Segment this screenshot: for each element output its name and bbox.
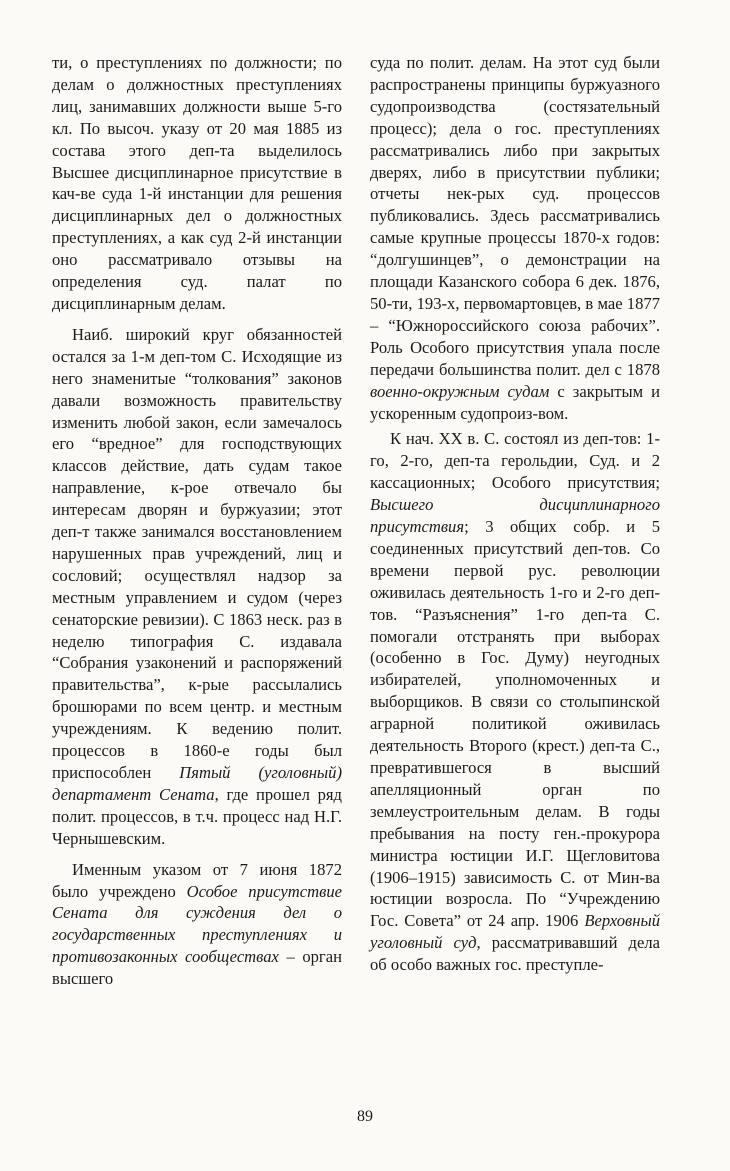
right-column [370,52,660,976]
paragraph-left-3 [52,859,342,990]
text-segment: Наиб. широкий круг обязанностей остался за 1-м деп-том С. Исходящие из него знаменитые “толкования” законов давали возможность правительству изменить любой закон, если замечалось его “вредное” для господствующих классов действие, дать судам такое направление, к-рое отвечало бы интересам дворян и буржуазии; этот деп-т также занимался восстановлением нарушенных прав учреждений, лиц и сословий; осуществлял надзор за местным управлением и судом (через сенаторские ревизии). С 1863 неск. раз в неделю типография С. издавала “Собрания узаконений и распоряжений правительства”, к-рые рассылались брошюрами по всем центр. и местным учреждениям. К ведению полит. процессов в 1860-е годы был приспособлен [52,324,342,782]
text-segment: , рассматривавший дела об особо важных гос. преступле- [370,933,660,975]
italic-term: Пятый (уголовный) департамент Сената [52,763,342,804]
text-segment: суда по полит. делам. На этот суд были распространены принципы буржуазного судопроизводства (состязательный процесс); дела о гос. преступлениях рассматривались либо при закрытых дверях, либо в присутствии публики; отчеты нек-рых суд. процессов публиковались. Здесь рассматривались самые крупные процессы 1870-х годов: “долгушинцев”, о демонстрации на площади Казанского собора 6 дек. 1876, 50-ти, 193-х, первомартовцев, в мае 1877 – “Южнороссийского союза рабочих”. Роль Особого присутствия упала после передачи большинства полит. дел с 1878 [370,53,660,379]
paragraph-left-2 [52,324,342,850]
paragraph-right-2 [370,428,660,976]
text-segment: с закрытым и ускоренным судопроиз-вом. [370,381,661,423]
paragraph-left-1 [52,52,342,315]
left-column [52,52,342,990]
text-segment: – орган высшего [52,947,342,989]
text-segment: , где прошел ряд полит. процессов, в т.ч. процесс над Н.Г. Чернышевским. [52,784,343,848]
italic-term: Высшего дисциплинарного присутствия [370,495,660,537]
text-segment: Именным указом от 7 июня 1872 было учреждено [52,859,342,901]
text-segment: К нач. XX в. С. состоял из деп-тов: 1-го, 2-го, деп-та герольдии, Суд. и 2 кассационных; Особого присутствия; [370,429,660,493]
text-segment: ; 3 общих собр. и 5 соединенных присутствий деп-тов. Со времени первой рус. революции оживилась деятельность 1-го и 2-го деп-тов. “Разъяснения” 1-го деп-та С. помогали отстранять при выборах (особенно в Гос. Думу) неугодных избирателей, уполномоченных и выборщиков. В связи со столыпинской аграрной политикой оживилась деятельность Второго (крест.) деп-та С., превратившегося в высший апелляционный орган по землеустроительным делам. В годы пребывания на посту ген.-прокурора министра юстиции И.Г. Щегловитова (1906–1915) зависимость С. от Мин-ва юстиции возросла. По “Учреждению Гос. Совета” от 24 апр. 1906 [370,517,660,931]
paragraph-right-1 [370,52,660,424]
page-number: 89 [357,1108,373,1125]
italic-term: Верховный уголовный суд [370,911,660,953]
text-segment: ти, о преступлениях по должности; по делам о должностных преступлениях лиц, занимавших должности выше 5-го кл. По высоч. указу от 20 мая 1885 из состава этого деп-та выделилось Высшее дисциплинарное присутствие в кач-ве суда 1-й инстанции для решения дисциплинарных дел о должностных преступлениях, а как суд 2-й инстанции оно рассматривало отзывы на определения суд. палат по дисциплинарным делам. [52,53,342,313]
italic-term: Особое присутствие Сената для суждения дел о государственных преступлениях и противозаконных сообществах [52,881,342,967]
italic-term: военно-окружным судам [370,381,550,401]
